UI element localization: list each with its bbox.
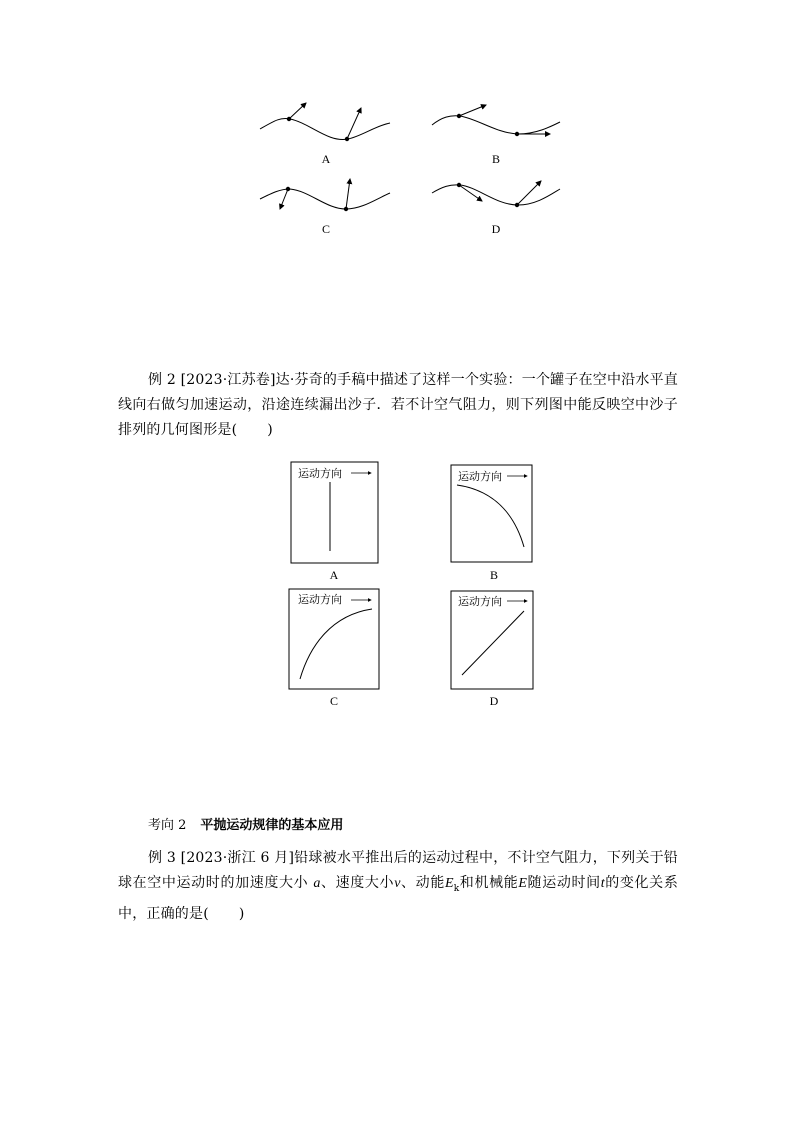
example-3-paren: ) bbox=[238, 905, 245, 922]
option-c-box bbox=[289, 589, 379, 708]
label-c: C bbox=[321, 222, 331, 236]
example-3-text-3: 、动能 bbox=[400, 875, 445, 891]
label-d: D bbox=[491, 222, 501, 236]
option-d-diagram bbox=[432, 181, 560, 236]
option-a-diagram bbox=[260, 103, 390, 166]
arrow-a1 bbox=[289, 103, 306, 119]
sand-curve-b bbox=[457, 485, 524, 547]
example-2-question bbox=[118, 368, 678, 443]
section-tag: 考向 2 bbox=[148, 818, 187, 833]
example-2-paren: ) bbox=[267, 422, 273, 438]
option-c-diagram bbox=[260, 179, 390, 236]
curve-d bbox=[432, 185, 560, 205]
label-a: A bbox=[321, 152, 331, 166]
sand-line-d bbox=[462, 611, 524, 675]
option-b-diagram bbox=[432, 105, 560, 166]
section-title: 平抛运动规律的基本应用 bbox=[200, 818, 344, 833]
var-v: v bbox=[394, 876, 401, 891]
curve-c bbox=[260, 189, 390, 209]
var-ek-sub: k bbox=[453, 883, 460, 894]
arrow-c1 bbox=[280, 189, 288, 209]
var-t: t bbox=[600, 876, 605, 891]
var-ek: E bbox=[444, 876, 454, 891]
box-label-c: C bbox=[329, 694, 339, 708]
curve-a bbox=[260, 118, 390, 139]
var-e: E bbox=[518, 876, 528, 891]
example-3-text-2: 、速度大小 bbox=[320, 875, 395, 891]
sand-curve-c bbox=[300, 609, 372, 679]
example-2-text: 例 2 [2023·江苏卷]达·芬奇的手稿中描述了这样一个实验：一个罐子在空中沿水平直线向右做匀加速运动，沿途连续漏出沙子．若不计空气阻力，则下列图中能反映空中沙子排列的几何图形是( bbox=[118, 372, 678, 438]
option-a-box bbox=[291, 462, 378, 582]
option-d-box bbox=[451, 591, 533, 708]
label-b: B bbox=[491, 152, 501, 166]
box-c-title: 运动方向 bbox=[298, 593, 342, 606]
box-b-title: 运动方向 bbox=[458, 470, 502, 483]
box-label-d: D bbox=[489, 694, 499, 708]
example-3-text-1: 例 3 [2023·浙江 6 月]铅球被水平推出后的运动过程中，不计空气阻力，下列关于铅球在空中运动时的加速度大小 bbox=[118, 850, 678, 891]
box-a-title: 运动方向 bbox=[298, 467, 342, 480]
example-3-text-6: 的变化关系中，正确的是( bbox=[118, 875, 679, 922]
var-a: a bbox=[313, 876, 321, 891]
box-label-b: B bbox=[489, 568, 499, 582]
box-label-a: A bbox=[329, 568, 339, 582]
example-3-question bbox=[118, 846, 678, 927]
sand-pattern-figure bbox=[280, 455, 550, 715]
trajectory-figure bbox=[250, 95, 570, 245]
option-b-box bbox=[451, 465, 532, 582]
box-d-title: 运动方向 bbox=[458, 595, 502, 608]
arrow-b1 bbox=[459, 105, 486, 116]
curve-b bbox=[432, 116, 560, 134]
section-heading bbox=[148, 814, 343, 833]
arrow-c2 bbox=[346, 179, 350, 209]
example-3-text-5: 随运动时间 bbox=[527, 875, 601, 891]
arrow-a2 bbox=[347, 108, 361, 139]
example-3-text-4: 和机械能 bbox=[459, 875, 519, 891]
